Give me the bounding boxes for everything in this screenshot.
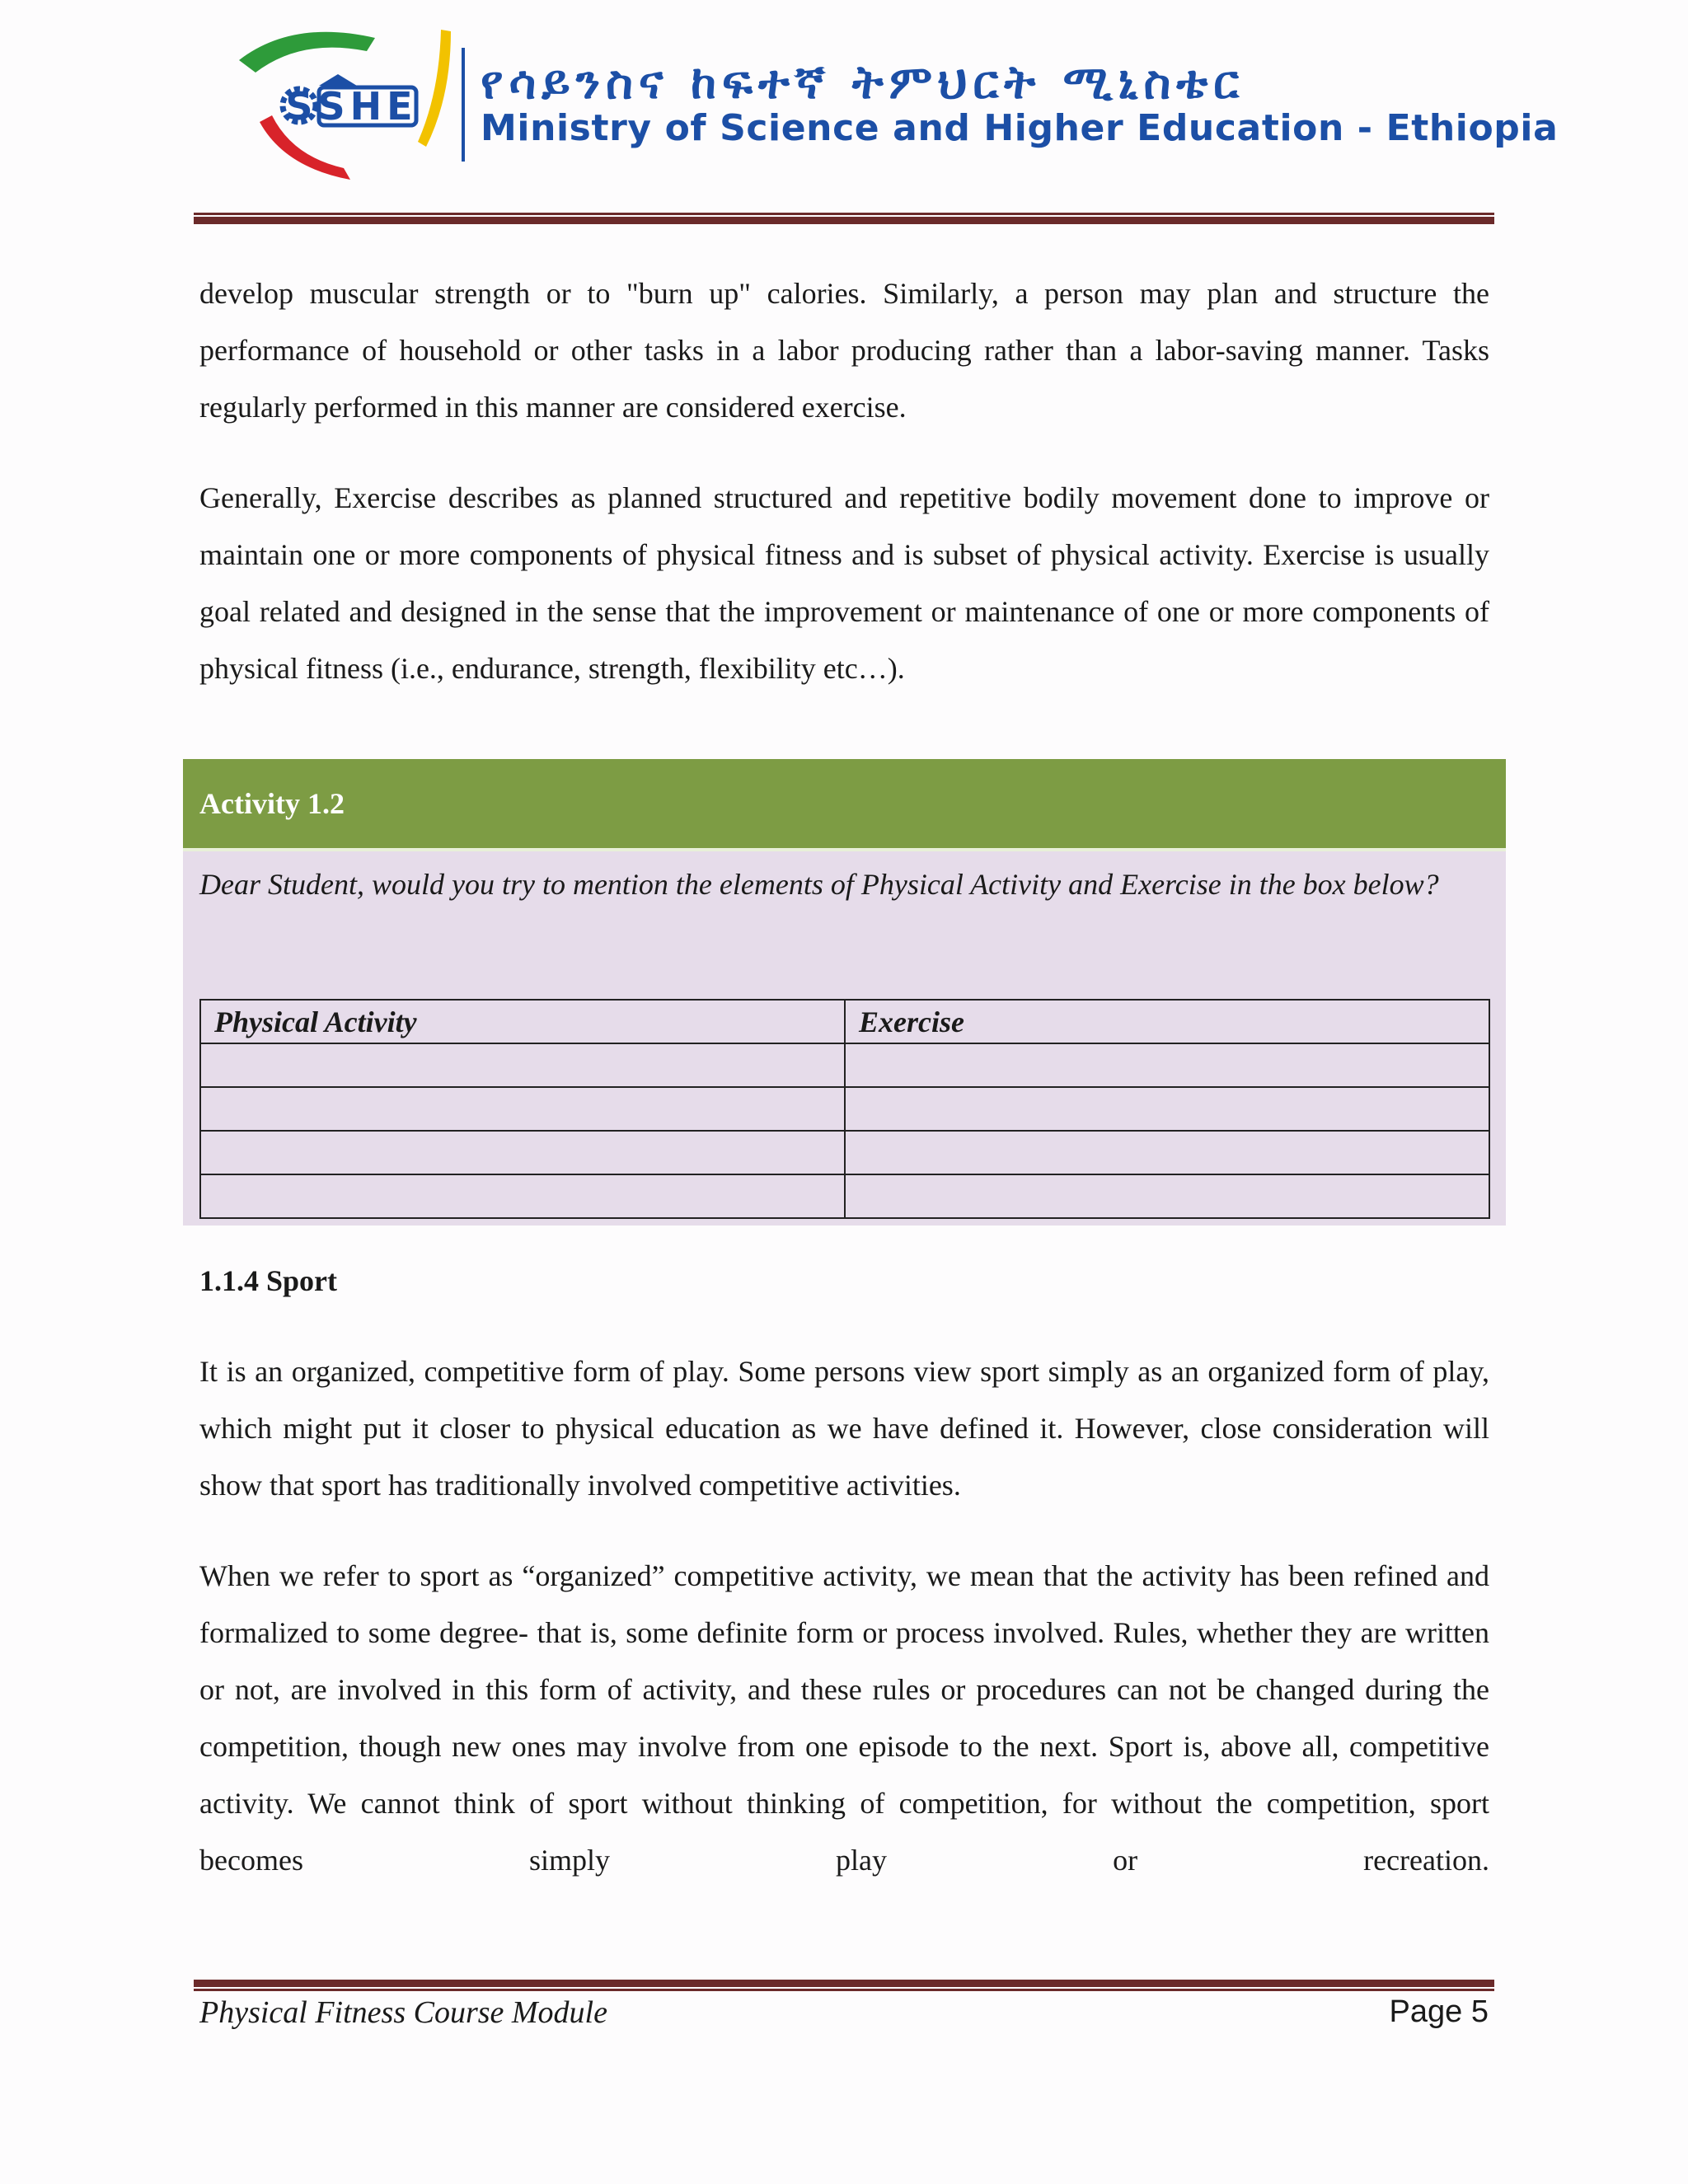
paragraph: develop muscular strength or to "burn up" calories. Similarly, a person may plan and structure the performance of household or other tasks in a labor producing rather than a labor-saving manner. Tasks regularly performed in this manner are considered exercise. — [199, 277, 1489, 424]
logo-divider — [462, 48, 465, 162]
activity-body — [183, 851, 1506, 1226]
sport-text — [199, 1343, 1489, 1889]
table-row — [200, 1087, 1489, 1131]
table-row — [200, 1174, 1489, 1218]
table-header-row — [200, 1000, 1489, 1043]
table-cell[interactable] — [200, 1174, 845, 1218]
header-rule-thick — [194, 217, 1494, 224]
table-cell[interactable] — [845, 1174, 1489, 1218]
ministry-title: Ministry of Science and Higher Education - Ethiopia — [481, 107, 1559, 149]
table-cell[interactable] — [200, 1043, 845, 1087]
svg-text:S: S — [285, 84, 313, 129]
table-cell[interactable] — [845, 1131, 1489, 1174]
table-cell[interactable] — [845, 1087, 1489, 1131]
footer-rule-thin — [194, 1989, 1494, 1991]
footer-page-number: Page 5 — [1389, 1994, 1489, 2029]
header-rule-thin — [194, 213, 1494, 215]
column-header-physical-activity: Physical Activity — [200, 1000, 845, 1043]
elements-table — [199, 999, 1490, 1219]
activity-box — [183, 759, 1506, 1226]
table-row — [200, 1131, 1489, 1174]
footer-rule-thick — [194, 1980, 1494, 1987]
activity-title: Activity 1.2 — [183, 759, 1506, 848]
paragraph: Generally, Exercise describes as planned structured and repetitive bodily movement done to improve or maintain one or more components of physical fitness and is subset of physical activity. Exercise is usually goal related and designed in the sense that the improvement or maintenance of one or more components of physical fitness (i.e., endurance, strength, flexibility etc…). — [199, 481, 1489, 685]
footer-module-title: Physical Fitness Course Module — [199, 1995, 607, 2030]
intro-text — [199, 265, 1489, 697]
table-row — [200, 1043, 1489, 1087]
svg-text:SHE: SHE — [317, 84, 418, 129]
table-cell[interactable] — [200, 1087, 845, 1131]
section-heading: 1.1.4 Sport — [199, 1264, 338, 1297]
paragraph: It is an organized, competitive form of play. Some persons view sport simply as an organized form of play, which might put it closer to physical education as we have defined it. However, close consideration will show that sport has traditionally involved competitive activities. — [199, 1355, 1489, 1502]
ministry-logo — [235, 23, 457, 188]
table-cell[interactable] — [845, 1043, 1489, 1087]
column-header-exercise: Exercise — [845, 1000, 1489, 1043]
table-cell[interactable] — [200, 1131, 845, 1174]
paragraph: When we refer to sport as “organized” competitive activity, we mean that the activity has been refined and formalized to some degree- that is, some definite form or process involved. Rules, whether they are written or not, are involved in this form of activity, and these rules or procedures can not be changed during the competition, though new ones may involve from one episode to the next. Sport is, above all, competitive activity. We cannot think of sport without thinking of competition, for without the competition, sport becomes simply play or recreation. — [199, 1559, 1489, 1877]
page-header — [0, 0, 1688, 223]
amharic-title: የሳይንስና ከፍተኛ ትምህርት ሚኒስቴር — [481, 56, 1245, 110]
activity-prompt: Dear Student, would you try to mention the elements of Physical Activity and Exercise in the box below? — [199, 868, 1439, 901]
